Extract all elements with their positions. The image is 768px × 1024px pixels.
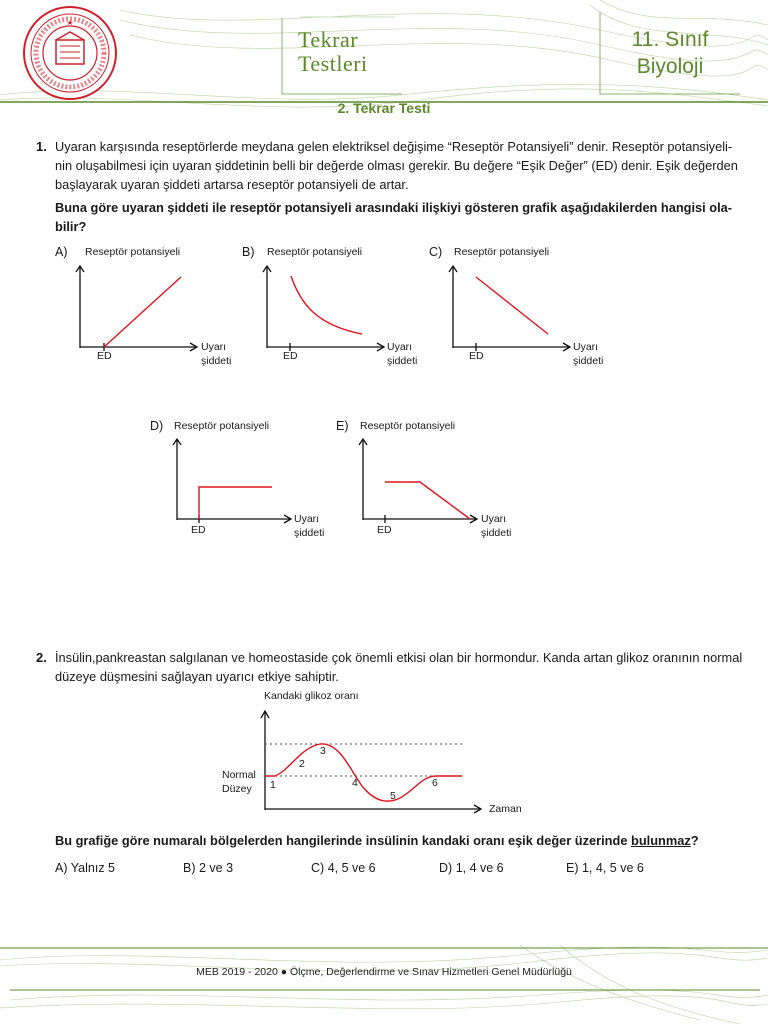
q1-question: Buna göre uyaran şiddeti ile reseptör potansiyeli arasındaki ilişkiyi gösteren grafik aşağıdakilerden hangisi ola-bilir? <box>55 200 733 234</box>
answer-a[interactable]: A) Yalnız 5 <box>55 861 115 875</box>
graph-a-y-label: Reseptör potansiyeli <box>85 246 181 258</box>
graph-b-axes <box>263 266 384 351</box>
header-title-line2: Testleri <box>298 51 368 76</box>
q2-region-label: 2 <box>299 758 305 770</box>
option-c-letter[interactable]: C) <box>429 245 443 259</box>
graph-c-x-label-2: şiddeti <box>573 355 604 367</box>
graph-e-curve <box>385 482 470 519</box>
q2-region-label: 5 <box>390 790 396 802</box>
answer-e[interactable]: E) 1, 4, 5 ve 6 <box>566 861 644 875</box>
graph-a-x-label-2: şiddeti <box>201 355 232 367</box>
graph-b-tick-label: ED <box>283 350 298 362</box>
graph-d-x-label-1: Uyarı <box>294 513 320 525</box>
graph-a-x-label-1: Uyarı <box>201 341 227 353</box>
graph-d-x-label-2: şiddeti <box>294 527 325 539</box>
graph-e-x-label-2: şiddeti <box>481 527 512 539</box>
graph-c-axes <box>449 266 570 351</box>
answer-d[interactable]: D) 1, 4 ve 6 <box>439 861 504 875</box>
q2-text: İnsülin,pankreastan salgılanan ve homeostaside çok önemli etkisi olan bir hormondur. Kanda artan glikoz oranının normal düzeye düşmesini sağlayan uyarıcı etkiye sahiptir. <box>55 650 743 684</box>
test-title: 2. Tekrar Testi <box>337 100 431 116</box>
q2-number: 2. <box>36 650 47 665</box>
q1-number: 1. <box>36 139 47 154</box>
q2-graph-x-label: Zaman <box>489 803 522 815</box>
header-title-line1: Tekrar <box>298 27 359 52</box>
graph-d-axes <box>173 439 291 523</box>
q2-normal-label-2: Düzey <box>222 783 252 795</box>
graph-d-curve <box>199 487 272 519</box>
q2-region-label: 6 <box>432 777 438 789</box>
graph-b-x-label-1: Uyarı <box>387 341 413 353</box>
graph-e-tick-label: ED <box>377 524 392 536</box>
q2-graph-y-label: Kandaki glikoz oranı <box>264 690 359 702</box>
graph-c-curve <box>476 277 548 334</box>
q2-region-label: 3 <box>320 745 326 757</box>
graph-e-y-label: Reseptör potansiyeli <box>360 420 456 432</box>
graph-a-tick-label: ED <box>97 350 112 362</box>
graph-b-y-label: Reseptör potansiyeli <box>267 246 363 258</box>
q2-question-underlined: bulunmaz <box>631 833 691 848</box>
option-e-letter[interactable]: E) <box>336 419 349 433</box>
graph-b-x-label-2: şiddeti <box>387 355 418 367</box>
q2-normal-label-1: Normal <box>222 769 256 781</box>
graph-a-curve <box>104 277 181 347</box>
option-b-letter[interactable]: B) <box>242 245 255 259</box>
graph-c-tick-label: ED <box>469 350 484 362</box>
q2-region-label: 4 <box>352 777 358 789</box>
option-d-letter[interactable]: D) <box>150 419 164 433</box>
header-subject: Biyoloji <box>636 55 704 78</box>
footer-text: MEB 2019 - 2020 ● Ölçme, Değerlendirme ve Sınav Hizmetleri Genel Müdürlüğü <box>196 966 572 978</box>
meb-seal-icon <box>24 7 116 99</box>
graph-d-tick-label: ED <box>191 524 206 536</box>
graph-c-x-label-1: Uyarı <box>573 341 599 353</box>
q2-question: Bu grafiğe göre numaralı bölgelerden hangilerinde insülinin kandaki oranı eşik değer üzerinde bulunmaz? <box>55 833 699 848</box>
graph-e-x-label-1: Uyarı <box>481 513 507 525</box>
q2-glucose-curve <box>265 744 462 801</box>
graph-d-y-label: Reseptör potansiyeli <box>174 420 270 432</box>
graph-c-y-label: Reseptör potansiyeli <box>454 246 550 258</box>
q2-region-label: 1 <box>270 779 276 791</box>
footer-decoration <box>0 945 768 1024</box>
q1-text: Uyaran karşısında reseptörlerde meydana gelen elektriksel değişime “Reseptör Potansiyeli” denir. Reseptör potansiyeli-nin oluşabilmesi için uyaran şiddetinin belli bir değerde olması gerekir. Bu değere “Eşik Değer” (ED) denir. Eşik değerden başlayarak uyaran şiddeti artarsa reseptör potansiyeli de artar. <box>55 139 738 192</box>
graph-b-curve <box>291 276 362 334</box>
header-grade: 11. Sınıf <box>631 28 709 51</box>
option-a-letter[interactable]: A) <box>55 245 68 259</box>
q2-graph-axes <box>261 711 481 813</box>
answer-c[interactable]: C) 4, 5 ve 6 <box>311 861 376 875</box>
answer-b[interactable]: B) 2 ve 3 <box>183 861 234 875</box>
